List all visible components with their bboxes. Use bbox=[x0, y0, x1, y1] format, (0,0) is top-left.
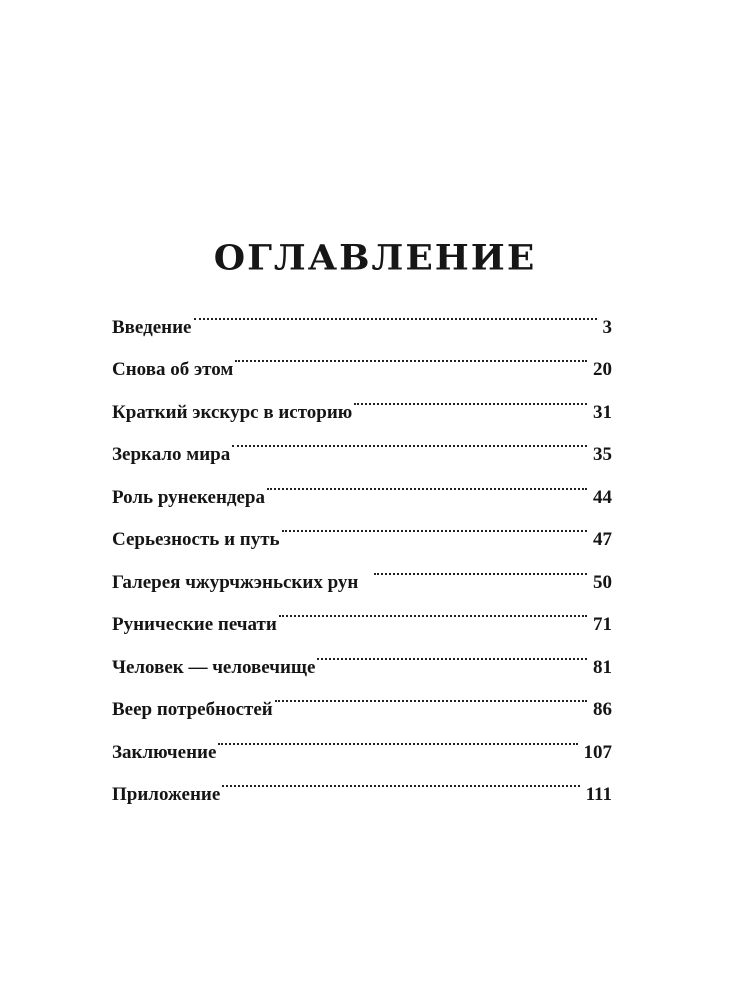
dot-leader bbox=[279, 588, 587, 631]
toc-entry-label: Рунические печати bbox=[112, 614, 277, 635]
toc-entry-label: Снова об этом bbox=[112, 359, 234, 380]
toc-entry-page-number: 44 bbox=[593, 486, 612, 508]
toc-entry-label: Введение bbox=[112, 316, 192, 338]
dot-leader bbox=[218, 715, 577, 758]
toc-entry-page-number: 86 bbox=[593, 699, 612, 720]
toc-entry-label: Заключение bbox=[112, 741, 217, 763]
toc-entry-introduction[interactable] bbox=[112, 290, 612, 338]
dot-leader bbox=[354, 375, 587, 418]
toc-entry-label: Краткий экскурс в историю bbox=[112, 401, 353, 423]
toc-title: ОГЛАВЛЕНИЕ bbox=[213, 238, 537, 278]
dot-leader bbox=[374, 545, 587, 588]
dot-leader bbox=[282, 503, 587, 546]
toc-entry-label: Галерея чжурчжэньских рун bbox=[112, 571, 359, 593]
toc-entry-label: Веер потребностей bbox=[112, 699, 273, 720]
toc-entry-label: Серьезность и путь bbox=[112, 529, 280, 550]
dot-leader bbox=[275, 673, 587, 716]
toc-entry-page-number: 71 bbox=[593, 614, 612, 635]
dot-leader bbox=[232, 418, 587, 461]
toc-entry-page-number: 47 bbox=[593, 529, 612, 550]
toc-entry-label: Приложение bbox=[112, 784, 221, 805]
dot-leader bbox=[222, 758, 579, 801]
toc-entry-page-number: 107 bbox=[583, 741, 612, 763]
toc-entry-page-number: 35 bbox=[593, 444, 612, 465]
dot-leader bbox=[194, 290, 597, 333]
dot-leader bbox=[317, 630, 587, 673]
table-of-contents bbox=[112, 290, 612, 805]
toc-entry-page-number: 20 bbox=[593, 359, 612, 380]
toc-entry-page-number: 81 bbox=[593, 656, 612, 678]
toc-entry-page-number: 3 bbox=[602, 316, 612, 338]
toc-entry-page-number: 31 bbox=[593, 401, 612, 423]
toc-entry-page-number: 50 bbox=[593, 571, 612, 593]
toc-entry-label: Роль рунекендера bbox=[112, 486, 266, 508]
toc-entry-page-number: 111 bbox=[585, 784, 612, 805]
toc-entry-label: Человек — человечище bbox=[112, 656, 316, 678]
dot-leader bbox=[235, 333, 587, 376]
dot-leader bbox=[267, 460, 587, 503]
toc-entry-label: Зеркало мира bbox=[112, 444, 231, 465]
